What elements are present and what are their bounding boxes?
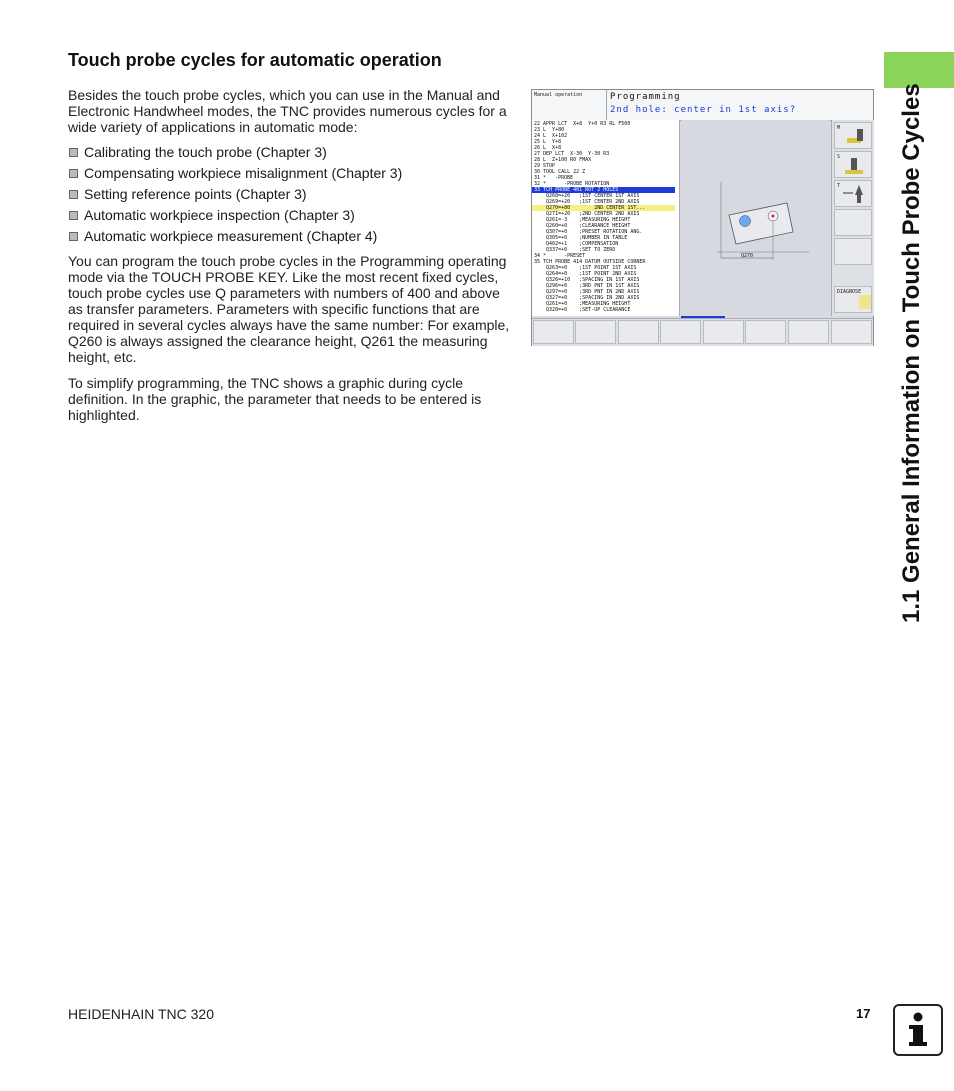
softkey-bottom-6[interactable] (745, 320, 786, 344)
square-bullet-icon (69, 169, 78, 178)
program-line: 22 APPR LCT X+8 Y+0 R3 RL F500 (534, 121, 631, 127)
programming-mode-label: Programming (610, 92, 681, 102)
bullet-item: Compensating workpiece misalignment (Chapter 3) (68, 165, 402, 186)
softkey-empty-2[interactable] (834, 238, 872, 265)
program-line: Q402=+1 ;COMPENSATION (534, 241, 619, 247)
program-line: 27 DEP LCT X-30 Y-30 R3 (534, 151, 610, 157)
softkey-s[interactable]: S (834, 151, 872, 178)
machine-mode-label: Manual operation (534, 92, 583, 98)
program-line: Q307=+0 ;PRESET ROTATION ANG. (534, 229, 643, 235)
section-heading: Touch probe cycles for automatic operation (68, 50, 442, 70)
bullet-item: Automatic workpiece measurement (Chapter 4) (68, 228, 402, 249)
help-graphic (681, 120, 830, 316)
paragraph-graphic: To simplify programming, the TNC shows a graphic during cycle definition. In the graphic, the parameter that needs to be entered is highlighted. (68, 375, 482, 423)
bullet-list (68, 144, 402, 249)
program-line: 30 TOOL CALL 22 Z (534, 169, 586, 175)
softkey-m[interactable]: M (834, 122, 872, 149)
tnc-screenshot (531, 89, 874, 346)
program-line: Q320=+0 ;SET-UP CLEARANCE (534, 307, 631, 313)
paragraph-q-parameters: You can program the touch probe cycles in the Programming operating mode via the TOUCH PROBE KEY. Like the most recent fixed cycles, touch probe cycles use Q parameters with numbers of 400 and above as transfer parameters. Parameters with specific functions that are required in several cycles always have the same number: For example, Q260 is always assigned the clearance height, Q261 the measuring height, etc. (68, 253, 510, 365)
program-line: 23 L Y+80 (534, 127, 565, 133)
tool-axis-icon (835, 181, 871, 206)
footer-product-name: HEIDENHAIN TNC 320 (68, 1006, 215, 1022)
program-line: Q296=+0 ;3RD PNT IN 1ST AXIS (534, 283, 640, 289)
bullet-item: Calibrating the touch probe (Chapter 3) (68, 144, 402, 165)
program-listing (532, 120, 680, 316)
softkey-bottom-2[interactable] (575, 320, 616, 344)
screen-header (532, 90, 873, 121)
horizontal-softkey-bar (532, 318, 873, 346)
program-line: Q270=+80 2ND CENTER 1ST... (532, 205, 675, 211)
program-line: Q271=+20 ;2ND CENTER 2ND AXIS (534, 211, 640, 217)
softkey-diagnose[interactable]: DIAGNOSE (834, 286, 872, 313)
program-line: Q327=+0 ;SPACING IN 2ND AXIS (534, 295, 640, 301)
page-number: 17 (856, 1006, 871, 1021)
program-line: Q326=+10 ;SPACING IN 1ST AXIS (534, 277, 640, 283)
program-line: Q264=+0 ;1ST POINT 2ND AXIS (534, 271, 637, 277)
bullet-item: Automatic workpiece inspection (Chapter 3) (68, 207, 402, 228)
square-bullet-icon (69, 232, 78, 241)
program-line: Q268=+20 ;1ST CENTER 1ST AXIS (534, 193, 640, 199)
square-bullet-icon (69, 190, 78, 199)
program-line: Q297=+0 ;3RD PNT IN 2ND AXIS (534, 289, 640, 295)
workpiece-diagram (681, 120, 830, 316)
info-icon (893, 1004, 943, 1056)
softkey-bottom-1[interactable] (533, 320, 574, 344)
program-line: Q337=+0 ;SET TO ZERO (534, 247, 616, 253)
softkey-t[interactable]: T (834, 180, 872, 207)
vertical-softkey-bar (831, 120, 874, 316)
program-line: 28 L Z+100 R0 FMAX (534, 157, 592, 163)
program-line: 25 L Y+8 (534, 139, 562, 145)
program-line: 32 * -PROBE ROTATION (534, 181, 610, 187)
program-line: Q261=-3 ;MEASURING HEIGHT (534, 217, 631, 223)
program-line: 26 L X+8 (534, 145, 562, 151)
program-line: Q305=+0 ;NUMBER IN TABLE (534, 235, 628, 241)
program-line: Q269=+20 ;1ST CENTER 2ND AXIS (534, 199, 640, 205)
tool-icon (835, 152, 871, 177)
softkey-bottom-3[interactable] (618, 320, 659, 344)
program-line: 33 TCH PROBE 401 ROT 2 HOLES (532, 187, 675, 193)
square-bullet-icon (69, 148, 78, 157)
softkey-bottom-8[interactable] (831, 320, 872, 344)
intro-paragraph: Besides the touch probe cycles, which you can use in the Manual and Electronic Handwheel modes, the TNC provides numerous cycles for a wide variety of applications in automatic mode: (68, 87, 507, 135)
graphic-param-label: Q270 (741, 253, 754, 259)
square-bullet-icon (69, 211, 78, 220)
bullet-item: Setting reference points (Chapter 3) (68, 186, 402, 207)
program-line: Q261=+0 ;MEASURING HEIGHT (534, 301, 631, 307)
program-line: 34 * -PRESET (534, 253, 586, 259)
dialog-prompt: 2nd hole: center in 1st axis? (610, 105, 797, 115)
softkey-bottom-7[interactable] (788, 320, 829, 344)
program-line: Q263=+0 ;1ST POINT 1ST AXIS (534, 265, 637, 271)
program-line: 24 L X+102 (534, 133, 568, 139)
program-line: Q260=+0 ;CLEARANCE HEIGHT (534, 223, 631, 229)
program-line: 31 * -PROBE (534, 175, 574, 181)
softkey-bottom-5[interactable] (703, 320, 744, 344)
spindle-icon (835, 123, 871, 148)
diagnose-note-icon (859, 295, 871, 309)
softkey-bottom-4[interactable] (660, 320, 701, 344)
program-line: 29 STOP (534, 163, 556, 169)
program-line: 35 TCH PROBE 414 DATUM OUTSIDE CORNER (534, 259, 646, 265)
softkey-empty-1[interactable] (834, 209, 872, 236)
